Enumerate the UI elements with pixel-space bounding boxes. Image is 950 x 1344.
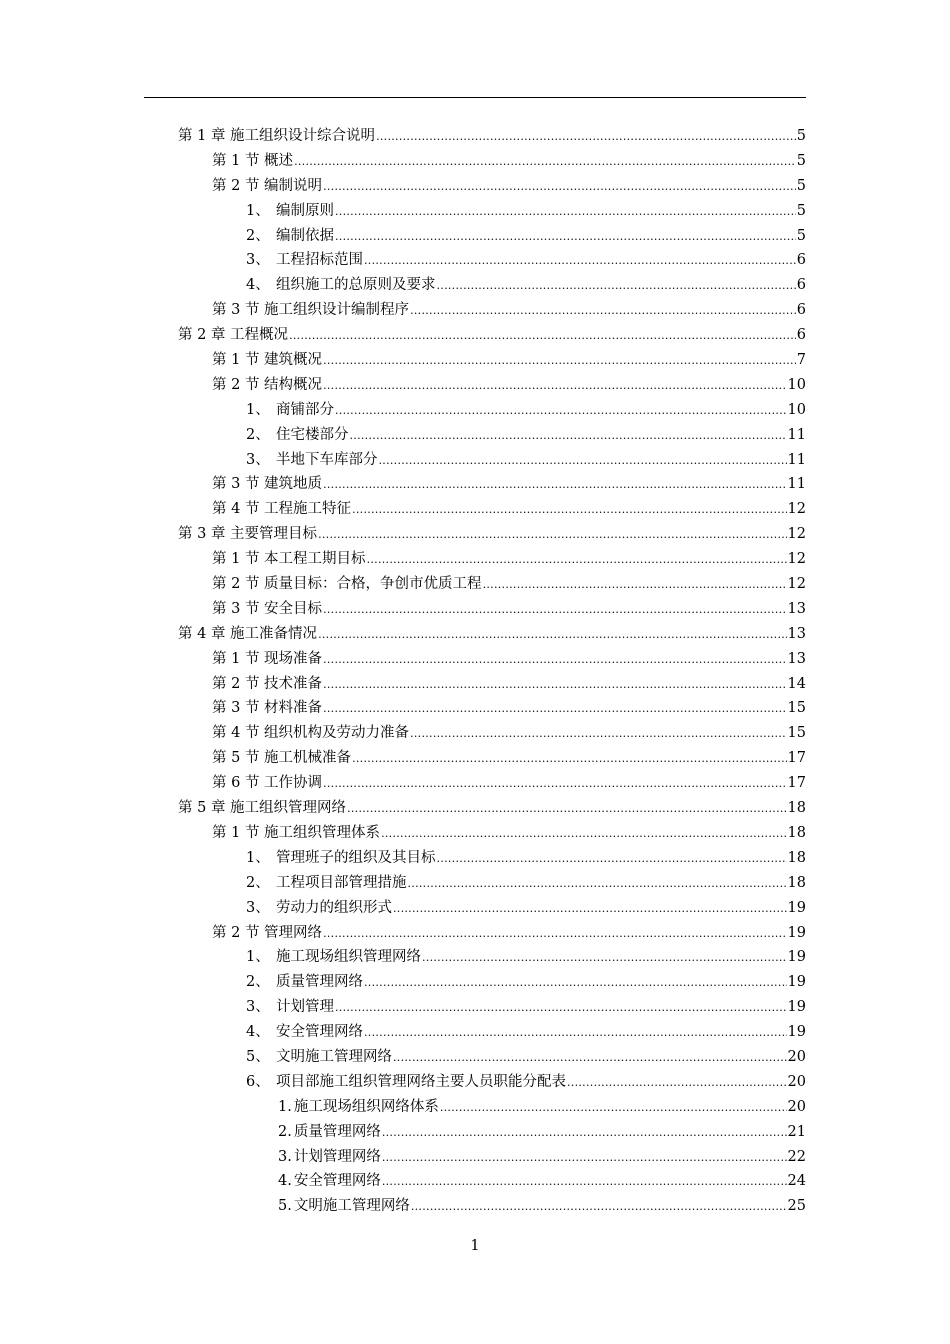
- toc-entry[interactable]: [178, 896, 806, 921]
- dot-leader: [567, 1071, 787, 1096]
- dot-leader: [323, 374, 786, 399]
- toc-entry-title: [246, 970, 363, 995]
- toc-entry-number: 6、: [246, 1073, 270, 1090]
- dot-leader: [379, 449, 787, 474]
- toc-entry[interactable]: [178, 746, 806, 771]
- toc-entry-page: 19: [787, 899, 806, 916]
- dot-leader: [382, 1146, 787, 1171]
- toc-entry-text: 第 1 节 概述: [212, 152, 294, 169]
- toc-entry-text: 工程招标范围: [276, 252, 363, 269]
- toc-entry-page: 6: [796, 252, 806, 269]
- toc-entry-page: 7: [796, 352, 806, 369]
- toc-entry-page: 17: [787, 775, 806, 792]
- toc-entry-title: [212, 547, 366, 572]
- dot-leader: [352, 498, 786, 523]
- dot-leader: [382, 1121, 787, 1146]
- toc-entry-text: 质量管理网络: [276, 974, 363, 991]
- toc-entry[interactable]: [178, 871, 806, 896]
- toc-entry-text: 住宅楼部分: [276, 426, 349, 443]
- dot-leader: [352, 747, 786, 772]
- toc-entry-title: [212, 373, 322, 398]
- toc-entry-title: [212, 348, 322, 373]
- toc-entry-page: 12: [787, 526, 806, 543]
- toc-entry-title: [246, 248, 363, 273]
- toc-entry-text: 编制依据: [276, 227, 334, 244]
- toc-entry-text: 第 2 节 编制说明: [212, 177, 323, 194]
- toc-entry-number: 2、: [246, 874, 270, 891]
- dot-leader: [408, 872, 787, 897]
- toc-entry-title: [212, 672, 322, 697]
- toc-entry-text: 第 3 章 主要管理目标: [178, 526, 318, 543]
- toc-entry[interactable]: [178, 348, 806, 373]
- toc-entry-number: 1、: [246, 849, 270, 866]
- toc-entry[interactable]: [178, 224, 806, 249]
- toc-entry[interactable]: [178, 1194, 806, 1219]
- toc-entry-title: [246, 273, 436, 298]
- dot-leader: [318, 523, 786, 548]
- toc-entry-text: 第 2 节 管理网络: [212, 924, 323, 941]
- toc-entry-number: 2、: [246, 227, 270, 244]
- dot-leader: [410, 299, 796, 324]
- toc-entry-number: 3、: [246, 999, 270, 1016]
- dot-leader: [335, 225, 796, 250]
- toc-entry[interactable]: [178, 472, 806, 497]
- dot-leader: [318, 623, 786, 648]
- toc-entry[interactable]: [178, 497, 806, 522]
- toc-entry-number: 3、: [246, 252, 270, 269]
- toc-entry-title: [278, 1095, 439, 1120]
- table-of-contents: [178, 124, 806, 1219]
- toc-entry-title: [212, 771, 322, 796]
- toc-entry-page: 11: [787, 476, 806, 493]
- toc-entry-title: [246, 398, 334, 423]
- toc-entry-text: 第 1 章 施工组织设计综合说明: [178, 128, 376, 144]
- dot-leader: [323, 772, 786, 797]
- toc-entry[interactable]: [178, 995, 806, 1020]
- dot-leader: [364, 971, 787, 996]
- toc-entry-title: [246, 224, 334, 249]
- toc-entry-number: 3.: [278, 1148, 292, 1165]
- toc-entry-number: 4、: [246, 277, 270, 294]
- dot-leader: [382, 1170, 787, 1195]
- toc-entry-page: 25: [787, 1198, 806, 1215]
- toc-entry-text: 质量管理网络: [293, 1123, 381, 1140]
- toc-entry[interactable]: [178, 547, 806, 572]
- toc-entry-title: [246, 1045, 392, 1070]
- toc-entry[interactable]: [178, 647, 806, 672]
- toc-entry[interactable]: [178, 921, 806, 946]
- toc-entry-title: [246, 1020, 363, 1045]
- toc-entry-number: 1、: [246, 949, 270, 966]
- dot-leader: [393, 897, 787, 922]
- dot-leader: [335, 200, 796, 225]
- toc-entry-title: [212, 721, 409, 746]
- toc-entry-page: 5: [796, 227, 806, 244]
- toc-entry[interactable]: [178, 771, 806, 796]
- toc-entry-text: 第 1 节 现场准备: [212, 650, 323, 667]
- toc-entry-text: 劳动力的组织形式: [276, 899, 392, 916]
- toc-entry[interactable]: [178, 174, 806, 199]
- toc-entry-text: 第 1 节 本工程工期目标: [212, 551, 366, 568]
- dot-leader: [323, 697, 786, 722]
- toc-entry-text: 第 2 节 结构概况: [212, 376, 323, 393]
- toc-entry-text: 组织施工的总原则及要求: [276, 277, 436, 294]
- toc-entry-page: 15: [787, 725, 806, 742]
- toc-entry-title: [212, 921, 322, 946]
- toc-entry[interactable]: [178, 1145, 806, 1170]
- toc-entry[interactable]: [178, 1095, 806, 1120]
- dot-leader: [367, 548, 787, 573]
- toc-entry-page: 18: [787, 800, 806, 817]
- toc-entry[interactable]: [178, 846, 806, 871]
- dot-leader: [393, 1046, 787, 1071]
- toc-entry[interactable]: [178, 597, 806, 622]
- toc-entry-title: [278, 1145, 381, 1170]
- toc-entry-title: [278, 1194, 410, 1219]
- toc-entry-page: 12: [787, 576, 806, 593]
- toc-entry-title: [212, 597, 322, 622]
- dot-leader: [294, 150, 796, 175]
- dot-leader: [483, 573, 787, 598]
- toc-entry[interactable]: [178, 149, 806, 174]
- dot-leader: [437, 847, 787, 872]
- toc-entry-page: 18: [787, 849, 806, 866]
- toc-entry-title: [278, 1120, 381, 1145]
- toc-entry-page: 17: [787, 750, 806, 767]
- toc-entry[interactable]: [178, 1020, 806, 1045]
- toc-entry-text: 第 1 节 建筑概况: [212, 352, 323, 369]
- toc-entry-text: 安全管理网络: [293, 1173, 381, 1190]
- toc-entry-title: [212, 647, 322, 672]
- toc-entry[interactable]: [178, 1120, 806, 1145]
- toc-entry-page: 11: [787, 426, 806, 443]
- toc-entry[interactable]: [178, 970, 806, 995]
- toc-entry-page: 6: [796, 302, 806, 319]
- toc-entry-text: 安全管理网络: [276, 1024, 363, 1041]
- toc-entry-text: 半地下车库部分: [276, 451, 378, 468]
- toc-entry-text: 第 3 节 安全目标: [212, 600, 323, 617]
- toc-entry-page: 5: [796, 152, 806, 169]
- toc-entry-page: 14: [787, 675, 806, 692]
- toc-entry-title: [246, 896, 392, 921]
- dot-leader: [323, 598, 786, 623]
- toc-entry-number: 1.: [278, 1098, 292, 1115]
- toc-entry-page: 18: [787, 874, 806, 891]
- toc-entry-title: [246, 448, 378, 473]
- dot-leader: [437, 274, 796, 299]
- toc-entry-page: 10: [787, 401, 806, 418]
- toc-entry-text: 项目部施工组织管理网络主要人员职能分配表: [276, 1073, 566, 1090]
- toc-entry-text: 第 2 章 工程概况: [178, 327, 289, 344]
- toc-entry-text: 编制原则: [276, 202, 334, 219]
- dot-leader: [381, 822, 786, 847]
- toc-entry-page: 5: [796, 177, 806, 194]
- toc-entry-page: 21: [787, 1123, 806, 1140]
- toc-entry[interactable]: [178, 522, 806, 547]
- toc-entry[interactable]: [178, 448, 806, 473]
- toc-entry[interactable]: [178, 398, 806, 423]
- toc-entry-number: 3、: [246, 899, 270, 916]
- dot-leader: [440, 1096, 787, 1121]
- toc-entry-number: 4.: [278, 1173, 292, 1190]
- dot-leader: [323, 648, 786, 673]
- toc-entry[interactable]: [178, 423, 806, 448]
- toc-entry-number: 4、: [246, 1024, 270, 1041]
- toc-entry-page: 12: [787, 551, 806, 568]
- toc-entry-page: 20: [787, 1048, 806, 1065]
- toc-entry[interactable]: [178, 796, 806, 821]
- toc-entry-text: 第 3 节 施工组织设计编制程序: [212, 302, 410, 319]
- toc-entry-title: [178, 796, 346, 821]
- toc-entry-text: 第 3 节 材料准备: [212, 700, 323, 717]
- toc-entry[interactable]: [178, 298, 806, 323]
- toc-entry-page: 19: [787, 924, 806, 941]
- toc-entry-text: 商铺部分: [276, 401, 334, 418]
- toc-entry-title: [212, 746, 351, 771]
- toc-entry-title: [212, 149, 293, 174]
- toc-entry-page: 20: [787, 1098, 806, 1115]
- toc-entry-number: 2、: [246, 974, 270, 991]
- toc-entry-text: 第 3 节 建筑地质: [212, 476, 323, 493]
- toc-entry-text: 第 4 节 组织机构及劳动力准备: [212, 725, 410, 742]
- toc-entry[interactable]: [178, 672, 806, 697]
- dot-leader: [289, 324, 796, 349]
- dot-leader: [347, 797, 786, 822]
- toc-entry-text: 第 5 节 施工机械准备: [212, 750, 352, 767]
- toc-entry-page: 13: [787, 650, 806, 667]
- toc-entry-title: [178, 622, 317, 647]
- toc-entry-page: 13: [787, 600, 806, 617]
- toc-entry-text: 工程项目部管理措施: [276, 874, 407, 891]
- toc-entry-title: [212, 497, 351, 522]
- toc-entry-title: [178, 522, 317, 547]
- toc-entry[interactable]: [178, 572, 806, 597]
- toc-entry[interactable]: [178, 273, 806, 298]
- dot-leader: [364, 249, 796, 274]
- toc-entry-page: 6: [796, 277, 806, 294]
- toc-entry[interactable]: [178, 1070, 806, 1095]
- dot-leader: [410, 722, 786, 747]
- toc-entry-page: 24: [787, 1173, 806, 1190]
- page-number: 1: [470, 1238, 480, 1254]
- toc-entry[interactable]: [178, 1045, 806, 1070]
- toc-entry[interactable]: [178, 248, 806, 273]
- toc-entry-text: 第 6 节 工作协调: [212, 775, 323, 792]
- toc-entry-title: [212, 572, 482, 597]
- toc-entry-title: [212, 696, 322, 721]
- dot-leader: [323, 473, 786, 498]
- toc-entry-number: 3、: [246, 451, 270, 468]
- toc-entry-title: [246, 995, 334, 1020]
- toc-entry-text: 文明施工管理网络: [293, 1198, 410, 1215]
- toc-entry[interactable]: [178, 622, 806, 647]
- toc-entry-number: 2、: [246, 426, 270, 443]
- toc-entry-number: 5、: [246, 1048, 270, 1065]
- dot-leader: [335, 399, 787, 424]
- toc-entry-number: 2.: [278, 1123, 292, 1140]
- dot-leader: [335, 996, 787, 1021]
- dot-leader: [323, 673, 786, 698]
- toc-entry-text: 计划管理网络: [293, 1148, 381, 1165]
- toc-entry-page: 5: [796, 202, 806, 219]
- toc-entry-page: 10: [787, 376, 806, 393]
- toc-entry-text: 施工现场组织管理网络: [276, 949, 421, 966]
- toc-entry-page: 11: [787, 451, 806, 468]
- dot-leader: [411, 1195, 787, 1220]
- toc-entry[interactable]: [178, 124, 806, 149]
- toc-entry-title: [178, 124, 375, 149]
- dot-leader: [350, 424, 787, 449]
- toc-entry-text: 第 4 章 施工准备情况: [178, 625, 318, 642]
- toc-entry[interactable]: [178, 373, 806, 398]
- toc-entry-page: 13: [787, 625, 806, 642]
- toc-entry-title: [246, 945, 421, 970]
- toc-entry-title: [246, 871, 407, 896]
- toc-entry-text: 第 2 节 技术准备: [212, 675, 323, 692]
- toc-entry-number: 1、: [246, 202, 270, 219]
- toc-entry-text: 第 1 节 施工组织管理体系: [212, 824, 381, 841]
- toc-entry-title: [212, 472, 322, 497]
- toc-entry-title: [246, 846, 436, 871]
- toc-entry-page: 19: [787, 949, 806, 966]
- toc-entry[interactable]: [178, 821, 806, 846]
- dot-leader: [364, 1021, 787, 1046]
- toc-entry-page: 6: [796, 327, 806, 344]
- toc-entry-title: [212, 298, 409, 323]
- toc-entry-title: [246, 199, 334, 224]
- toc-entry[interactable]: [178, 1169, 806, 1194]
- dot-leader: [376, 125, 796, 150]
- dot-leader: [323, 175, 796, 200]
- toc-entry-text: 文明施工管理网络: [276, 1048, 392, 1065]
- toc-entry-page: 19: [787, 999, 806, 1016]
- toc-entry-title: [278, 1169, 381, 1194]
- toc-entry-number: 5.: [278, 1198, 292, 1215]
- toc-entry-title: [246, 423, 349, 448]
- toc-entry[interactable]: [178, 199, 806, 224]
- toc-entry-page: 19: [787, 974, 806, 991]
- toc-entry-page: 5: [796, 128, 806, 144]
- toc-entry-page: 15: [787, 700, 806, 717]
- toc-entry-text: 第 4 节 工程施工特征: [212, 501, 352, 518]
- toc-entry-title: [212, 821, 380, 846]
- toc-entry-text: 计划管理: [276, 999, 334, 1016]
- dot-leader: [422, 946, 787, 971]
- toc-entry-page: 12: [787, 501, 806, 518]
- toc-entry[interactable]: [178, 721, 806, 746]
- toc-entry-text: 施工现场组织网络体系: [293, 1098, 439, 1115]
- toc-entry-text: 管理班子的组织及其目标: [276, 849, 436, 866]
- toc-entry[interactable]: [178, 945, 806, 970]
- toc-entry-page: 22: [787, 1148, 806, 1165]
- toc-entry-number: 1、: [246, 401, 270, 418]
- toc-entry-title: [246, 1070, 566, 1095]
- toc-entry[interactable]: [178, 696, 806, 721]
- toc-entry-text: 第 5 章 施工组织管理网络: [178, 800, 347, 817]
- toc-entry-text: 第 2 节 质量目标：合格，争创市优质工程: [212, 576, 482, 593]
- toc-entry[interactable]: [178, 323, 806, 348]
- toc-entry-title: [212, 174, 322, 199]
- header-rule: [144, 97, 806, 98]
- toc-entry-title: [178, 323, 288, 348]
- toc-entry-page: 20: [787, 1073, 806, 1090]
- dot-leader: [323, 349, 796, 374]
- toc-entry-page: 18: [787, 824, 806, 841]
- toc-entry-page: 19: [787, 1024, 806, 1041]
- dot-leader: [323, 922, 786, 947]
